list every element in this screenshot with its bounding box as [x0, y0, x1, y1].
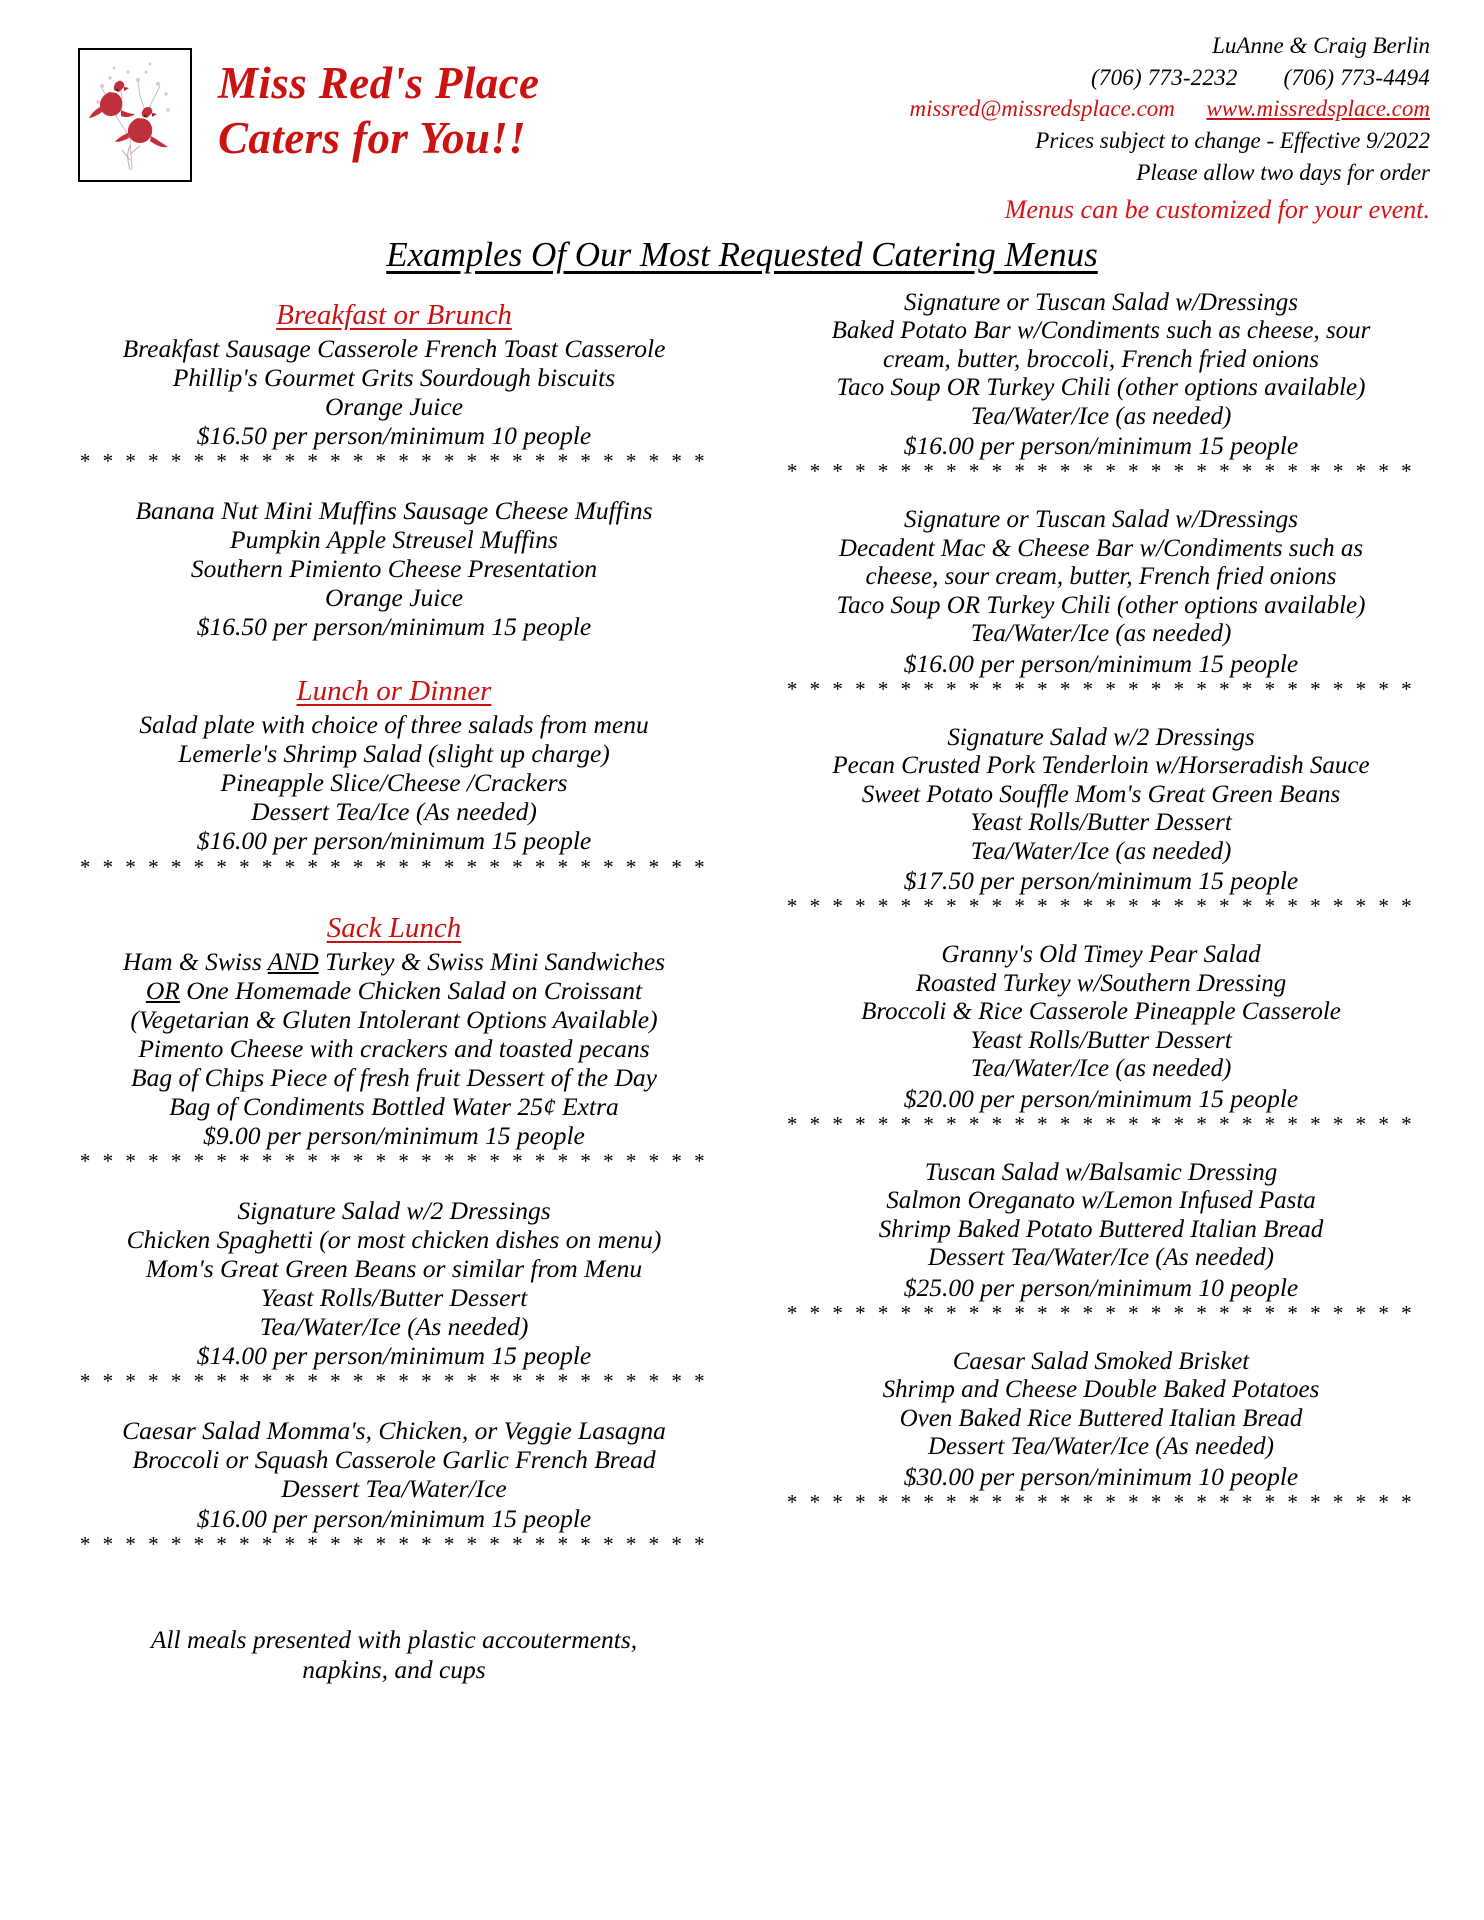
menu-item-line: Yeast Rolls/Butter Dessert [260, 1283, 528, 1313]
menu-item-line: Bag of Chips Piece of fresh fruit Dessert of the Day [131, 1062, 657, 1092]
block-spacer [60, 1392, 728, 1416]
brand-title [218, 56, 539, 166]
menu-package [766, 506, 1436, 724]
menu-package [60, 947, 728, 1196]
right-menu-column [742, 289, 1440, 1686]
package-price: $25.00 per person/minimum 10 people [903, 1272, 1299, 1302]
brand-title-line2: Caters for You!! [218, 112, 527, 163]
menu-item-line: Taco Soup OR Turkey Chili (other options available) [836, 591, 1366, 619]
menu-section-heading: Sack Lunch [326, 911, 462, 944]
menu-item-line: Tuscan Salad w/Balsamic Dressing [924, 1158, 1278, 1186]
package-price: $16.50 per person/minimum 10 people [196, 420, 592, 450]
menu-item-line: Yeast Rolls/Butter Dessert [970, 809, 1232, 837]
menu-item-line: Tea/Water/Ice (as needed) [970, 837, 1232, 865]
menu-item-line: Bag of Condiments Bottled Water 25¢ Extra [169, 1091, 619, 1121]
phone-secondary[interactable]: (706) 773-4494 [1283, 64, 1430, 90]
phone-numbers [539, 62, 1430, 94]
package-price: $17.50 per person/minimum 15 people [903, 866, 1299, 896]
package-price: $14.00 per person/minimum 15 people [196, 1341, 592, 1371]
menu-item-line: Dessert Tea/Water/Ice (As needed) [928, 1433, 1274, 1461]
menu-package [766, 941, 1436, 1159]
menu-item-line: Baked Potato Bar w/Condiments such as cheese, sour [831, 317, 1371, 345]
menu-item-line: Salmon Oreganato w/Lemon Infused Pasta [886, 1187, 1316, 1215]
block-spacer [766, 482, 1436, 506]
menu-item-line: Signature Salad w/2 Dressings [237, 1195, 551, 1225]
menu-package [60, 496, 728, 665]
package-price: $9.00 per person/minimum 15 people [203, 1120, 585, 1150]
package-price: $16.00 per person/minimum 15 people [196, 1503, 592, 1533]
package-price: $16.00 per person/minimum 15 people [903, 648, 1299, 678]
block-spacer [60, 1555, 728, 1579]
menu-package [766, 1348, 1436, 1537]
online-contacts [539, 93, 1430, 125]
menu-item-line: Broccoli or Squash Casserole Garlic French Bread [132, 1445, 656, 1475]
menu-item-line: Banana Nut Mini Muffins Sausage Cheese Muffins [135, 495, 653, 525]
menu-package [60, 1416, 728, 1578]
asterisk-divider: * * * * * * * * * * * * * * * * * * * * * * * * * * * * [786, 894, 1416, 919]
asterisk-divider: * * * * * * * * * * * * * * * * * * * * * * * * * * * * [786, 676, 1416, 701]
menu-item-line: Breakfast Sausage Casserole French Toast Casserole [122, 333, 666, 363]
prices-note: Prices subject to change - Effective 9/2022 [1035, 128, 1430, 154]
menu-item-line: Ham & Swiss AND Turkey & Swiss Mini Sandwiches [122, 946, 666, 976]
asterisk-divider: * * * * * * * * * * * * * * * * * * * * * * * * * * * * [786, 1300, 1416, 1325]
block-spacer [766, 1135, 1436, 1159]
menu-package [60, 1196, 728, 1416]
menu-item-line: Decadent Mac & Cheese Bar w/Condiments such as [838, 534, 1364, 562]
menu-item-line: Tea/Water/Ice (as needed) [970, 402, 1232, 430]
menu-item-line: Pumpkin Apple Streusel Muffins [230, 524, 558, 554]
menu-item-line: Lemerle's Shrimp Salad (slight up charge) [178, 739, 610, 769]
menu-item-line: Salad plate with choice of three salads from menu [139, 710, 649, 740]
asterisk-divider: * * * * * * * * * * * * * * * * * * * * * * * * * * * * [79, 1531, 709, 1556]
menu-item-line: Mom's Great Green Beans or similar from Menu [145, 1254, 643, 1284]
menu-section-heading: Breakfast or Brunch [276, 298, 512, 331]
menu-item-line: Dessert Tea/Ice (As needed) [251, 797, 537, 827]
menu-item-line: Tea/Water/Ice (as needed) [970, 620, 1232, 648]
menu-item-line: Shrimp and Cheese Double Baked Potatoes [882, 1376, 1320, 1404]
menu-package [60, 710, 728, 901]
asterisk-divider: * * * * * * * * * * * * * * * * * * * * * * * * * * * * [79, 1148, 709, 1173]
owner-names: LuAnne & Craig Berlin [1212, 33, 1430, 58]
menu-item-line: Pecan Crusted Pork Tenderloin w/Horseradish Sauce [832, 752, 1370, 780]
menu-item-line: Taco Soup OR Turkey Chili (other options available) [836, 374, 1366, 402]
brand-block [78, 26, 539, 182]
menu-package [766, 724, 1436, 942]
website-link[interactable]: www.missredsplace.com [1206, 96, 1430, 122]
menu-item-line: OR One Homemade Chicken Salad on Croissant [145, 975, 643, 1005]
block-spacer [766, 1513, 1436, 1537]
menu-item-line: Tea/Water/Ice (As needed) [259, 1312, 529, 1342]
menu-item-line: Southern Pimiento Cheese Presentation [190, 554, 598, 584]
package-price: $16.00 per person/minimum 15 people [903, 431, 1299, 461]
menu-section-heading: Lunch or Dinner [296, 675, 492, 708]
menu-item-line: Shrimp Baked Potato Buttered Italian Bread [878, 1215, 1324, 1243]
asterisk-divider: * * * * * * * * * * * * * * * * * * * * * * * * * * * * [786, 1111, 1416, 1136]
menu-item-line: Oven Baked Rice Buttered Italian Bread [899, 1404, 1303, 1432]
block-spacer [60, 472, 728, 496]
menu-item-line: Caesar Salad Smoked Brisket [952, 1347, 1250, 1375]
contact-block [539, 26, 1440, 225]
block-spacer [60, 878, 728, 902]
menu-item-line: cream, butter, broccoli, French fried onions [882, 345, 1320, 373]
block-spacer [766, 1324, 1436, 1348]
lead-time-note: Please allow two days for order [1136, 159, 1430, 185]
menu-item-line: Tea/Water/Ice (as needed) [970, 1055, 1232, 1083]
menu-item-line: Dessert Tea/Water/Ice (As needed) [928, 1244, 1274, 1272]
package-price: $16.00 per person/minimum 15 people [196, 826, 592, 856]
menu-item-line: Granny's Old Timey Pear Salad [941, 941, 1261, 969]
menu-item-line: Chicken Spaghetti (or most chicken dishes on menu) [126, 1225, 662, 1255]
package-price: $20.00 per person/minimum 15 people [903, 1083, 1299, 1113]
menu-item-line: Dessert Tea/Water/Ice [281, 1474, 507, 1504]
block-spacer [60, 1172, 728, 1196]
asterisk-divider: * * * * * * * * * * * * * * * * * * * * * * * * * * * * [79, 854, 709, 879]
menu-package [60, 334, 728, 496]
menu-columns [0, 289, 1484, 1686]
menu-item-line: Broccoli & Rice Casserole Pineapple Casserole [861, 998, 1341, 1026]
asterisk-divider: * * * * * * * * * * * * * * * * * * * * * * * * * * * * [79, 1369, 709, 1394]
asterisk-divider: * * * * * * * * * * * * * * * * * * * * * * * * * * * * [786, 459, 1416, 484]
left-menu-column [44, 289, 742, 1686]
menu-item-line: Caesar Salad Momma's, Chicken, or Veggie Lasagna [122, 1416, 666, 1446]
footer-note: All meals presented with plastic accouterments, napkins, and cups [150, 1624, 638, 1685]
menu-item-line: cheese, sour cream, butter, French fried onions [865, 563, 1337, 591]
package-price: $30.00 per person/minimum 10 people [903, 1461, 1299, 1491]
block-spacer [766, 917, 1436, 941]
package-price: $16.50 per person/minimum 15 people [196, 612, 592, 642]
asterisk-divider: * * * * * * * * * * * * * * * * * * * * * * * * * * * * [79, 448, 709, 473]
menu-package [766, 1159, 1436, 1348]
customize-note: Menus can be customized for your event. [1004, 194, 1430, 224]
menu-item-line: Signature or Tuscan Salad w/Dressings [903, 506, 1299, 534]
block-spacer [60, 641, 728, 665]
page-title: Examples Of Our Most Requested Catering Menus [386, 234, 1098, 274]
menu-package [766, 289, 1436, 507]
menu-item-line: Sweet Potato Souffle Mom's Great Green Beans [861, 780, 1341, 808]
phone-primary[interactable]: (706) 773-2232 [1091, 64, 1238, 90]
asterisk-divider: * * * * * * * * * * * * * * * * * * * * * * * * * * * * [786, 1490, 1416, 1515]
cardinal-birds-illustration-icon [78, 48, 192, 182]
menu-item-line: Pimento Cheese with crackers and toasted pecans [138, 1033, 650, 1063]
menu-item-line: Orange Juice [324, 583, 464, 613]
menu-item-line: Signature or Tuscan Salad w/Dressings [903, 288, 1299, 316]
menu-item-line: Orange Juice [324, 391, 464, 421]
menu-item-line: Yeast Rolls/Butter Dessert [970, 1026, 1232, 1054]
brand-title-line1: Miss Red's Place [218, 58, 540, 108]
page-header [0, 0, 1484, 225]
menu-item-line: (Vegetarian & Gluten Intolerant Options Available) [130, 1004, 658, 1034]
menu-item-line: Roasted Turkey w/Southern Dressing [915, 969, 1287, 997]
menu-item-line: Pineapple Slice/Cheese /Crackers [220, 768, 568, 798]
block-spacer [766, 700, 1436, 724]
email-address[interactable]: missred@missredsplace.com [909, 96, 1175, 122]
menu-item-line: Phillip's Gourmet Grits Sourdough biscuits [172, 362, 616, 392]
menu-item-line: Signature Salad w/2 Dressings [947, 723, 1255, 751]
